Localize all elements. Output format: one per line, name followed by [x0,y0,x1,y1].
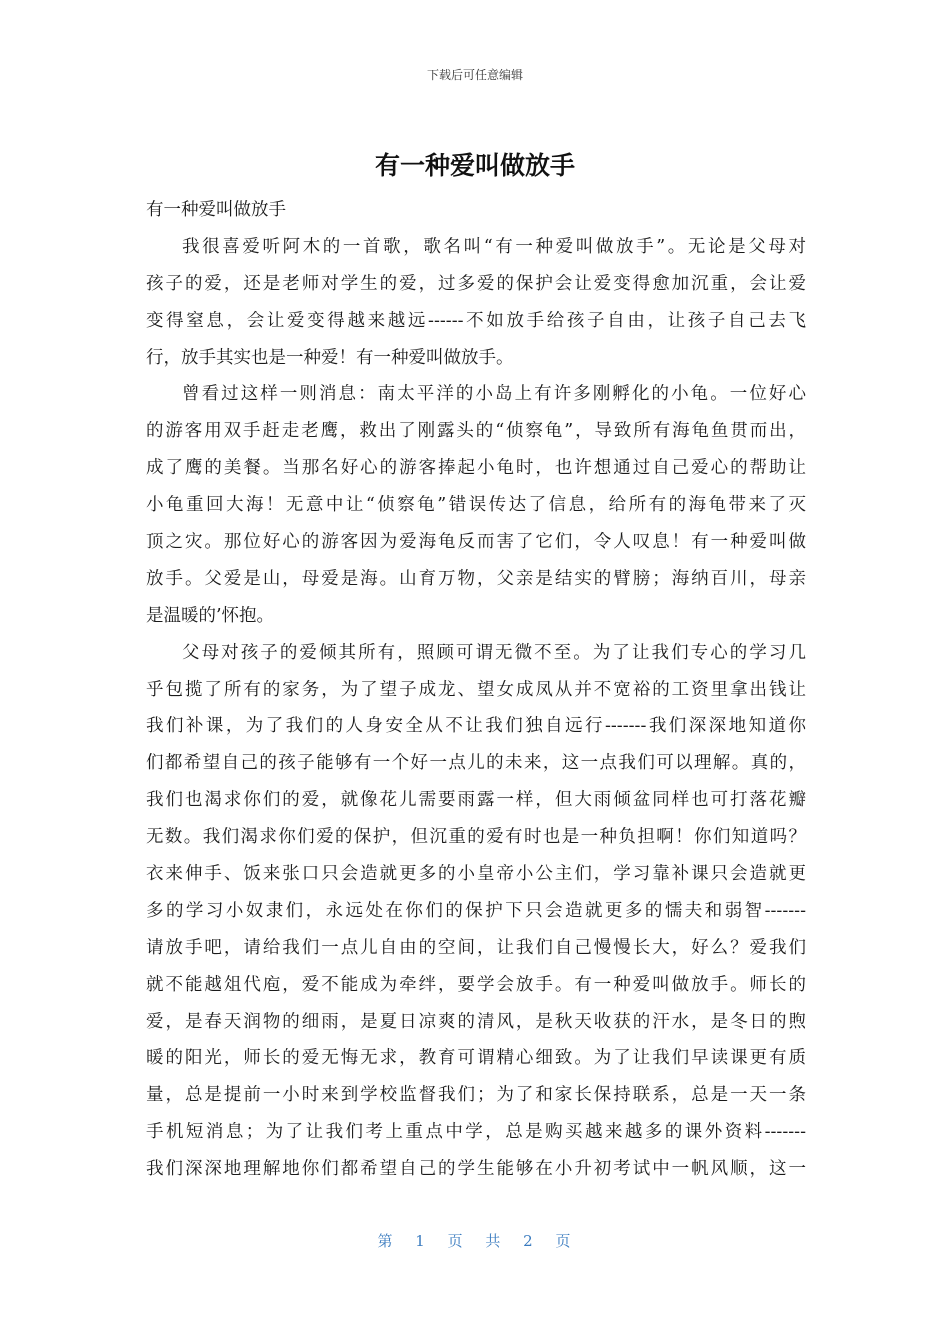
paragraph-3-line-1: 父母对孩子的爱倾其所有，照顾可谓无微不至。为了让我们专心的学习几 [182,642,806,663]
paragraph-1-line-2: 孩子的爱，还是老师对学生的爱，过多爱的保护会让爱变得愈加沉重，会让爱 [146,273,806,294]
paragraph-2-line-5: 顶之灾。那位好心的游客因为爱海龟反而害了它们，令人叹息！有一种爱叫做 [146,532,806,553]
paragraph-2-line-2: 的游客用双手赶走老鹰，救出了刚露头的“侦察龟”，导致所有海龟鱼贯而出， [146,421,806,442]
paragraph-3-line-6: 无数。我们渴求你们爱的保护，但沉重的爱有时也是一种负担啊！你们知道吗？ [146,827,806,848]
paragraph-1-line-4: 行，放手其实也是一种爱！有一种爱叫做放手。 [146,347,514,368]
document-body [146,192,806,1188]
paragraph-2-line-3: 成了鹰的美餐。当那名好心的游客捧起小龟时，也许想通过自己爱心的帮助让 [146,458,806,479]
paragraph-1-line-3: 变得窒息，会让爱变得越来越远------不如放手给孩子自由，让孩子自己去飞 [146,310,806,331]
header-note: 下载后可任意编辑 [426,68,523,82]
paragraph-3-line-4: 们都希望自己的孩子能够有一个好一点儿的未来，这一点我们可以理解。真的， [146,753,806,774]
document-title: 有一种爱叫做放手 [374,151,575,180]
paragraph-3-line-8: 多的学习小奴隶们，永远处在你们的保护下只会造就更多的懦夫和弱智------- [146,900,806,921]
document-subtitle: 有一种爱叫做放手 [146,200,286,220]
paragraph-3-line-3: 我们补课，为了我们的人身安全从不让我们独自远行-------我们深深地知道你 [146,716,806,737]
paragraph-2-line-7: 是温暖的’怀抱。 [146,605,275,626]
page-number: 第 1 页 共 2 页 [377,1232,573,1250]
paragraph-3-line-9: 请放手吧，请给我们一点儿自由的空间，让我们自己慢慢长大，好么？爱我们 [146,937,806,958]
paragraph-3-line-7: 衣来伸手、饭来张口只会造就更多的小皇帝小公主们，学习靠补课只会造就更 [146,864,806,885]
paragraph-2-line-1: 曾看过这样一则消息：南太平洋的小岛上有许多刚孵化的小龟。一位好心 [182,384,806,405]
paragraph-3-line-11: 爱，是春天润物的细雨，是夏日凉爽的清风，是秋天收获的汗水，是冬日的煦 [146,1011,806,1032]
paragraph-3-line-2: 乎包揽了所有的家务，为了望子成龙、望女成凤从并不宽裕的工资里拿出钱让 [146,679,806,700]
paragraph-1-line-1: 我很喜爱听阿木的一首歌，歌名叫“有一种爱叫做放手”。无论是父母对 [182,236,806,257]
paragraph-3-line-10: 就不能越俎代庖，爱不能成为牵绊，要学会放手。有一种爱叫做放手。师长的 [146,974,806,995]
paragraph-3-line-13: 量，总是提前一小时来到学校监督我们；为了和家长保持联系，总是一天一条 [146,1085,806,1106]
paragraph-2-line-6: 放手。父爱是山，母爱是海。山育万物，父亲是结实的臂膀；海纳百川，母亲 [146,568,806,589]
paragraph-2-line-4: 小龟重回大海！无意中让“侦察龟”错误传达了信息，给所有的海龟带来了灭 [146,495,806,516]
paragraph-3-line-14: 手机短消息；为了让我们考上重点中学，总是购买越来越多的课外资料------- [146,1122,806,1143]
paragraph-3-line-15: 我们深深地理解地你们都希望自己的学生能够在小升初考试中一帆风顺，这一 [146,1159,806,1180]
paragraph-3-line-5: 我们也渴求你们的爱，就像花儿需要雨露一样，但大雨倾盆同样也可打落花瓣 [146,790,806,811]
paragraph-3-line-12: 暖的阳光，师长的爱无悔无求，教育可谓精心细致。为了让我们早读课更有质 [146,1048,806,1069]
